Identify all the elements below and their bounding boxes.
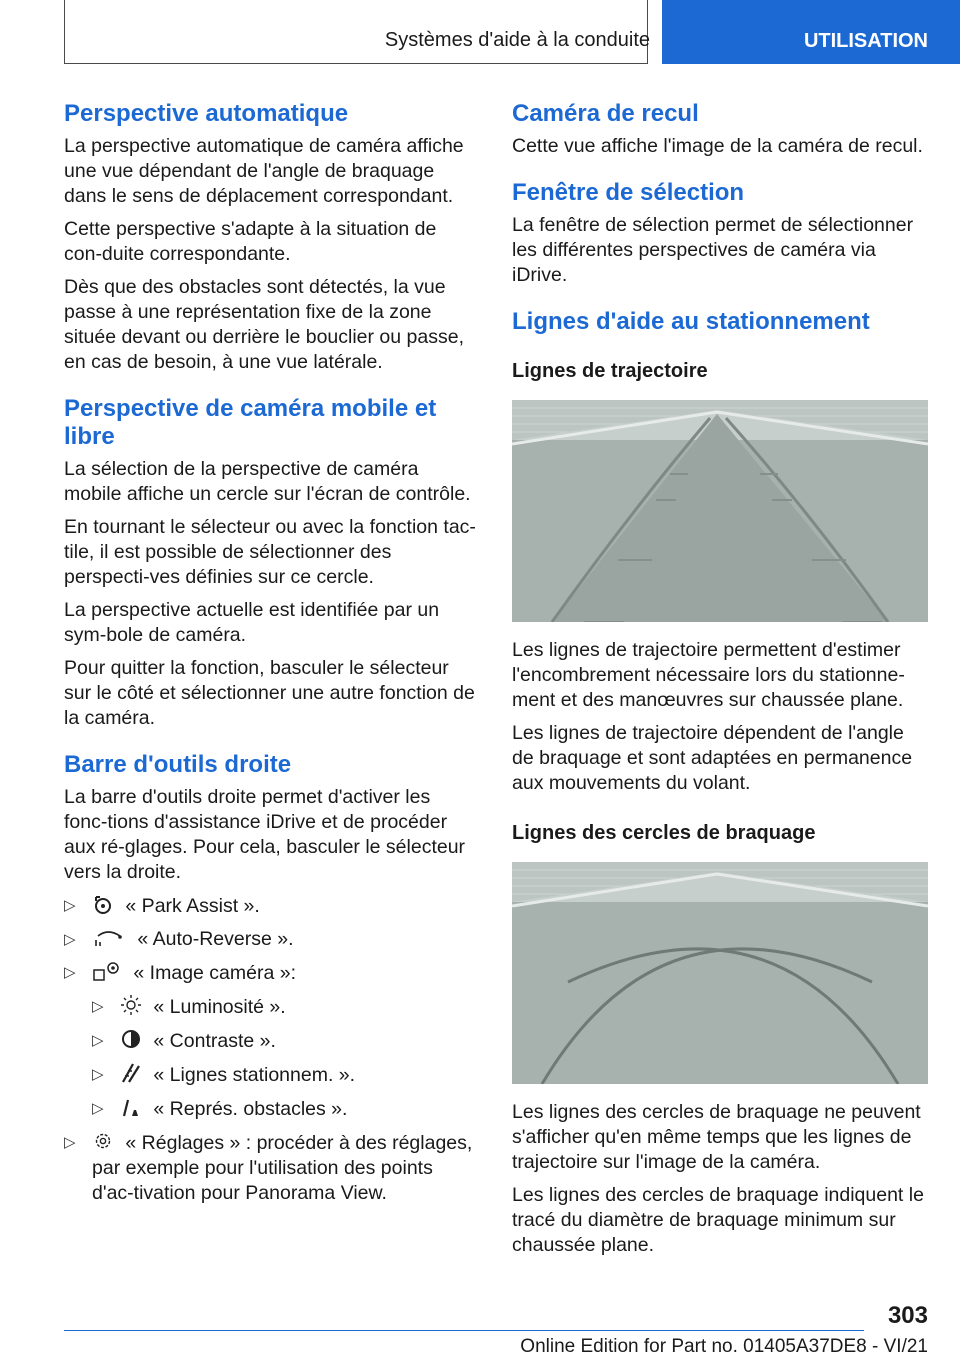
auto-reverse-icon bbox=[92, 928, 126, 948]
list-item-auto-reverse bbox=[64, 927, 478, 952]
section-parking-lines bbox=[512, 308, 928, 1258]
paragraph: En tournant le sélecteur ou avec la fonction tac-tile, il est possible de sélectionner des perspecti-ves définies sur ce cercle. bbox=[64, 516, 476, 588]
paragraph: Pour quitter la fonction, basculer le sélecteur sur le côté et sélectionner une autre fonction de la caméra. bbox=[64, 657, 475, 729]
paragraph: Cette vue affiche l'image de la caméra de recul. bbox=[512, 135, 923, 157]
page-number: 303 bbox=[887, 1302, 928, 1329]
list-item-settings bbox=[64, 1130, 478, 1206]
parking-lines-icon bbox=[120, 1062, 142, 1084]
bullet-triangle-icon: ▷ bbox=[92, 1100, 104, 1117]
footer-edition: Online Edition for Part no. 01405A37DE8 - VI/21 bbox=[520, 1336, 928, 1357]
camera-image-icon bbox=[92, 960, 122, 982]
subheading-turning-circle-lines: Lignes des cercles de braquage bbox=[512, 822, 816, 844]
paragraph: La fenêtre de sélection permet de sélectionner les différentes perspectives de caméra via iDrive. bbox=[512, 214, 914, 286]
list-item-camera-image bbox=[64, 960, 478, 1122]
gear-icon bbox=[92, 1130, 114, 1152]
list-item-label: « Lignes stationnem. ». bbox=[153, 1064, 356, 1086]
heading-automatic-perspective: Perspective automatique bbox=[64, 100, 349, 127]
paragraph: Les lignes des cercles de braquage indiquent le tracé du diamètre de braquage minimum sur chaussée plane. bbox=[512, 1184, 924, 1256]
obstacles-icon bbox=[120, 1096, 142, 1118]
heading-free-camera-perspective: Perspective de caméra mobile et libre bbox=[64, 395, 437, 450]
park-assist-icon bbox=[92, 893, 114, 915]
bullet-triangle-icon: ▷ bbox=[92, 1066, 104, 1083]
list-item-label: « Contraste ». bbox=[153, 1030, 276, 1052]
list-item-contrast bbox=[92, 1028, 478, 1054]
paragraph: Les lignes des cercles de braquage ne peuvent s'afficher qu'en même temps que les lignes de trajectoire sur l'image de la caméra. bbox=[512, 1101, 921, 1173]
section-right-toolbar bbox=[64, 751, 478, 1206]
footer-divider bbox=[64, 1330, 864, 1331]
paragraph: La sélection de la perspective de caméra mobile affiche un cercle sur l'écran de contrôle. bbox=[64, 458, 471, 505]
section-automatic-perspective bbox=[64, 100, 478, 375]
paragraph: La perspective automatique de caméra affiche une vue dépendant de l'angle de braquage dans le sens de déplacement correspondant. bbox=[64, 135, 464, 207]
trajectory-lines-figure bbox=[512, 400, 928, 622]
list-item-label: « Image caméra »: bbox=[133, 962, 297, 984]
bullet-triangle-icon: ▷ bbox=[64, 964, 76, 981]
bullet-triangle-icon: ▷ bbox=[64, 1134, 76, 1151]
section-free-camera-perspective bbox=[64, 395, 478, 731]
heading-selection-window: Fenêtre de sélection bbox=[512, 179, 745, 206]
header-chapter-label: UTILISATION bbox=[803, 30, 928, 52]
bullet-triangle-icon: ▷ bbox=[64, 897, 76, 914]
contrast-icon bbox=[120, 1028, 142, 1050]
header-chapter-tab bbox=[662, 0, 960, 64]
list-item-label: « Auto-Reverse ». bbox=[137, 928, 294, 950]
list-item-label: « Park Assist ». bbox=[125, 895, 260, 917]
list-item-label: « Réglages » : procéder à des réglages, par exemple pour l'utilisation des points d'ac-tivation pour Panorama View. bbox=[92, 1132, 473, 1204]
section-selection-window bbox=[512, 179, 928, 288]
bullet-triangle-icon: ▷ bbox=[64, 931, 76, 948]
toolbar-list bbox=[64, 893, 478, 1206]
subheading-trajectory-lines: Lignes de trajectoire bbox=[512, 360, 708, 382]
list-item-brightness bbox=[92, 994, 478, 1020]
header-section-title: Systèmes d'aide à la conduite bbox=[384, 29, 650, 51]
heading-rear-camera: Caméra de recul bbox=[512, 100, 699, 127]
camera-sublist bbox=[92, 994, 478, 1122]
paragraph: Cette perspective s'adapte à la situation de con-duite correspondante. bbox=[64, 218, 437, 265]
paragraph: Les lignes de trajectoire dépendent de l'angle de braquage et sont adaptées en permanence aux mouvements du volant. bbox=[512, 722, 913, 794]
paragraph: La barre d'outils droite permet d'activer les fonc-tions d'assistance iDrive et de procéder aux ré-glages. Pour cela, basculer le sélecteur vers la droite. bbox=[64, 786, 466, 883]
list-item-parking-lines bbox=[92, 1062, 478, 1088]
list-item-park-assist bbox=[64, 893, 478, 919]
paragraph: Les lignes de trajectoire permettent d'estimer l'encombrement nécessaire lors du stationne-ment et des manœuvres sur chaussée plane. bbox=[512, 639, 905, 711]
list-item-label: « Luminosité ». bbox=[153, 996, 286, 1018]
heading-parking-lines: Lignes d'aide au stationnement bbox=[512, 308, 870, 335]
section-rear-camera bbox=[512, 100, 928, 159]
left-column bbox=[64, 100, 478, 1226]
bullet-triangle-icon: ▷ bbox=[92, 1032, 104, 1049]
list-item-obstacles bbox=[92, 1096, 478, 1122]
list-item-label: « Représ. obstacles ». bbox=[153, 1098, 348, 1120]
right-column bbox=[512, 100, 928, 1278]
bullet-triangle-icon: ▷ bbox=[92, 998, 104, 1015]
paragraph: Dès que des obstacles sont détectés, la vue passe à une représentation fixe de la zone située devant ou derrière le bouclier ou passe, en cas de besoin, à une vue latérale. bbox=[64, 276, 464, 373]
brightness-icon bbox=[120, 994, 142, 1016]
heading-right-toolbar: Barre d'outils droite bbox=[64, 751, 292, 778]
turning-circle-lines-figure bbox=[512, 862, 928, 1084]
paragraph: La perspective actuelle est identifiée par un sym-bole de caméra. bbox=[64, 599, 440, 646]
